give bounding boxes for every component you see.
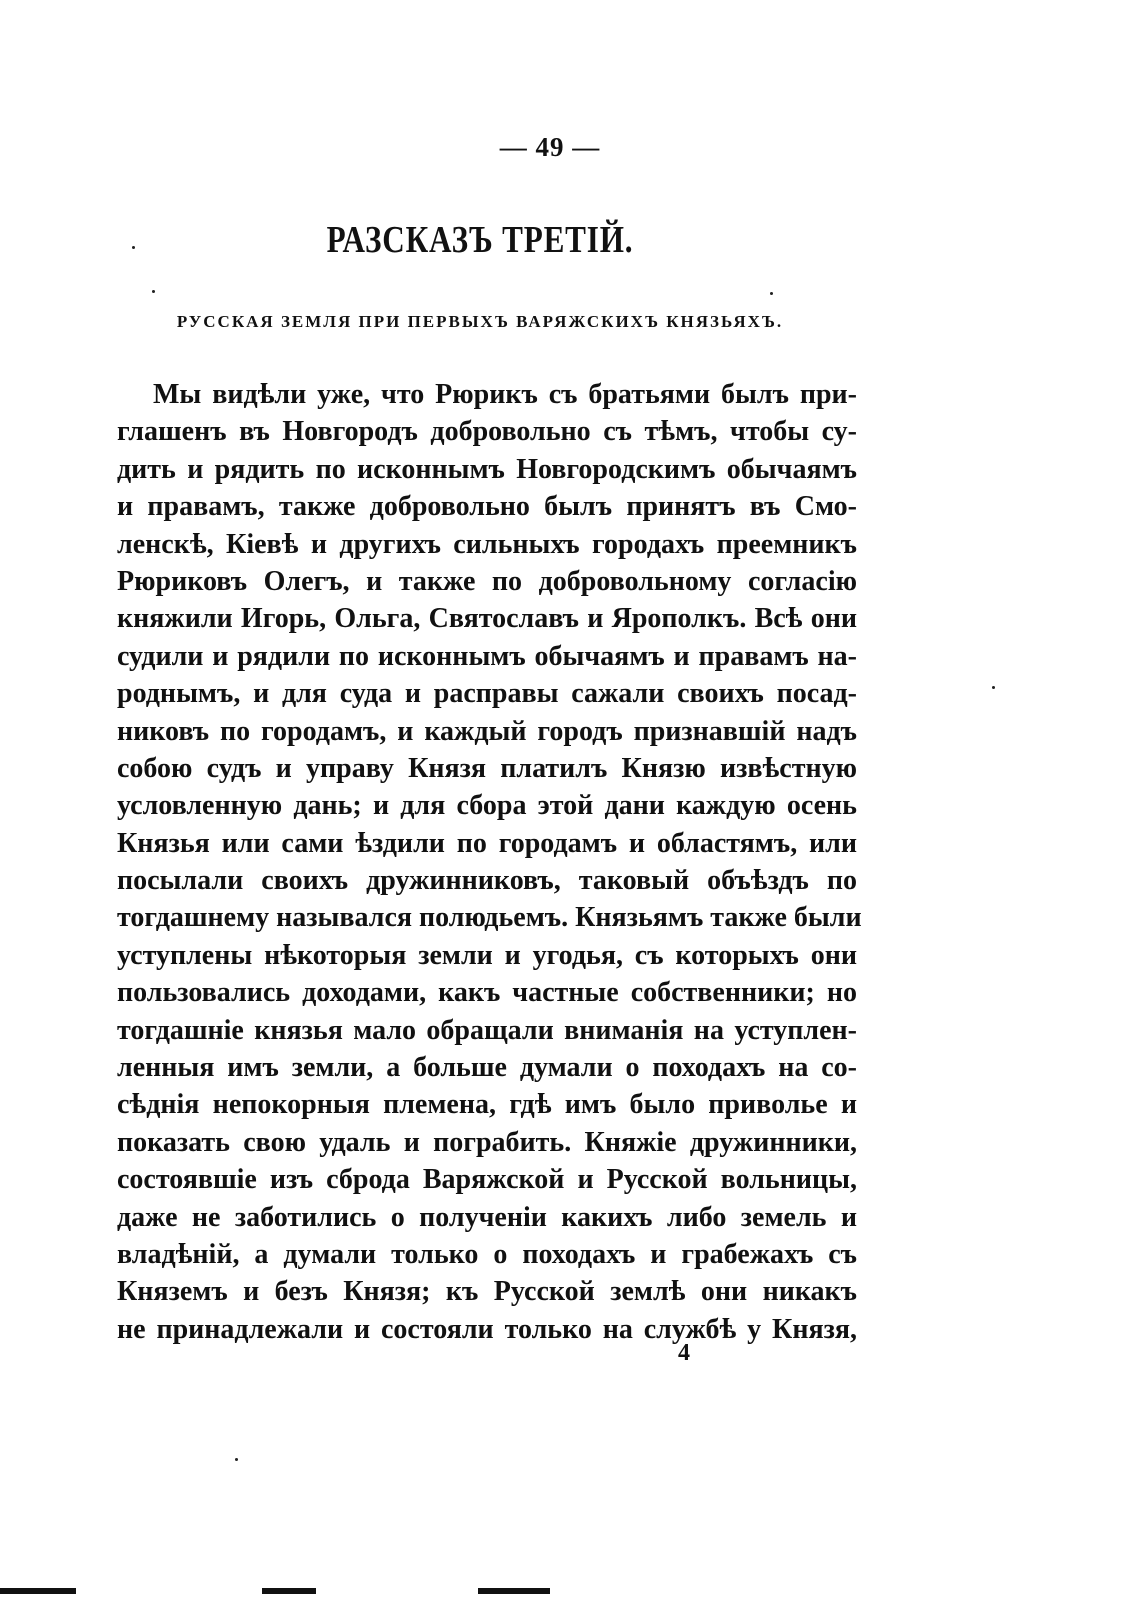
text-line: княжили Игорь, Ольга, Святославъ и Ярополкъ. Всѣ они [117,603,857,635]
text-line: сѣднія непокорныя племена, гдѣ имъ было приволье и [117,1089,857,1121]
chapter-title: РАЗСКАЗЪ ТРЕТІЙ. [326,219,634,261]
text-line: состоявшіе изъ сброда Варяжской и Русской вольницы, [117,1164,857,1196]
text-line: собою судъ и управу Князя платилъ Князю извѣстную [117,752,857,784]
chapter-subtitle: РУССКАЯ ЗЕМЛЯ ПРИ ПЕРВЫХЪ ВАРЯЖСКИХЪ КНЯЗЬЯХЪ. [176,312,784,331]
text-line: пользовались доходами, какъ частные собственники; но [117,977,857,1009]
text-line: показать свою удаль и пограбить. Княжіе дружинники, [117,1126,857,1158]
text-line: уступлены нѣкоторыя земли и угодья, съ которыхъ они [117,939,857,971]
scan-edge [262,1588,316,1594]
text-line: Мы видѣли уже, что Рюрикъ съ братьями былъ при- [153,379,857,410]
text-line: владѣній, а думали только о походахъ и грабежахъ съ [117,1238,857,1270]
text-line: условленную дань; и для сбора этой дани каждую осень [117,790,857,822]
text-line: не принадлежали и состояли только на службѣ у Князя, [117,1313,857,1345]
body-text [117,376,862,1348]
text-line: никовъ по городамъ, и каждый городъ признавшій надъ [117,715,857,747]
scan-edge [0,1588,76,1594]
scan-edge [478,1588,550,1594]
scan-speck [132,246,135,249]
text-line: судили и рядили по исконнымъ обычаямъ и правамъ на- [117,640,857,672]
text-line: Князья или сами ѣздили по городамъ и областямъ, или [117,827,857,859]
scan-speck [992,686,995,689]
text-line: и правамъ, также добровольно былъ принятъ въ Смо- [117,491,857,523]
text-line: роднымъ, и для суда и расправы сажали своихъ посад- [117,678,857,710]
text-line: Княземъ и безъ Князя; къ Русской землѣ они никакъ [117,1276,857,1308]
scan-speck [235,1458,238,1461]
text-line: посылали своихъ дружинниковъ, таковый объѣздъ по [117,865,857,897]
text-line: тогдашнему назывался полюдьемъ. Князьямъ также были [117,902,862,934]
text-line: тогдашніе князья мало обращали вниманія на уступлен- [117,1014,857,1046]
text-line: глашенъ въ Новгородъ добровольно съ тѣмъ, чтобы су- [117,416,857,448]
page-number: — 49 — [499,132,601,162]
scan-speck [770,292,773,295]
text-line: дить и рядить по исконнымъ Новгородскимъ обычаямъ [117,453,857,485]
text-line: даже не заботились о полученіи какихъ либо земель и [117,1201,857,1233]
scan-speck [152,290,155,293]
text-line: ленныя имъ земли, а больше думали о походахъ на со- [117,1052,857,1084]
text-line: Рюриковъ Олегъ, и также по добровольному согласію [117,565,857,597]
signature-mark: 4 [678,1340,690,1366]
text-line: ленскѣ, Кіевѣ и другихъ сильныхъ городахъ преемникъ [117,528,857,560]
